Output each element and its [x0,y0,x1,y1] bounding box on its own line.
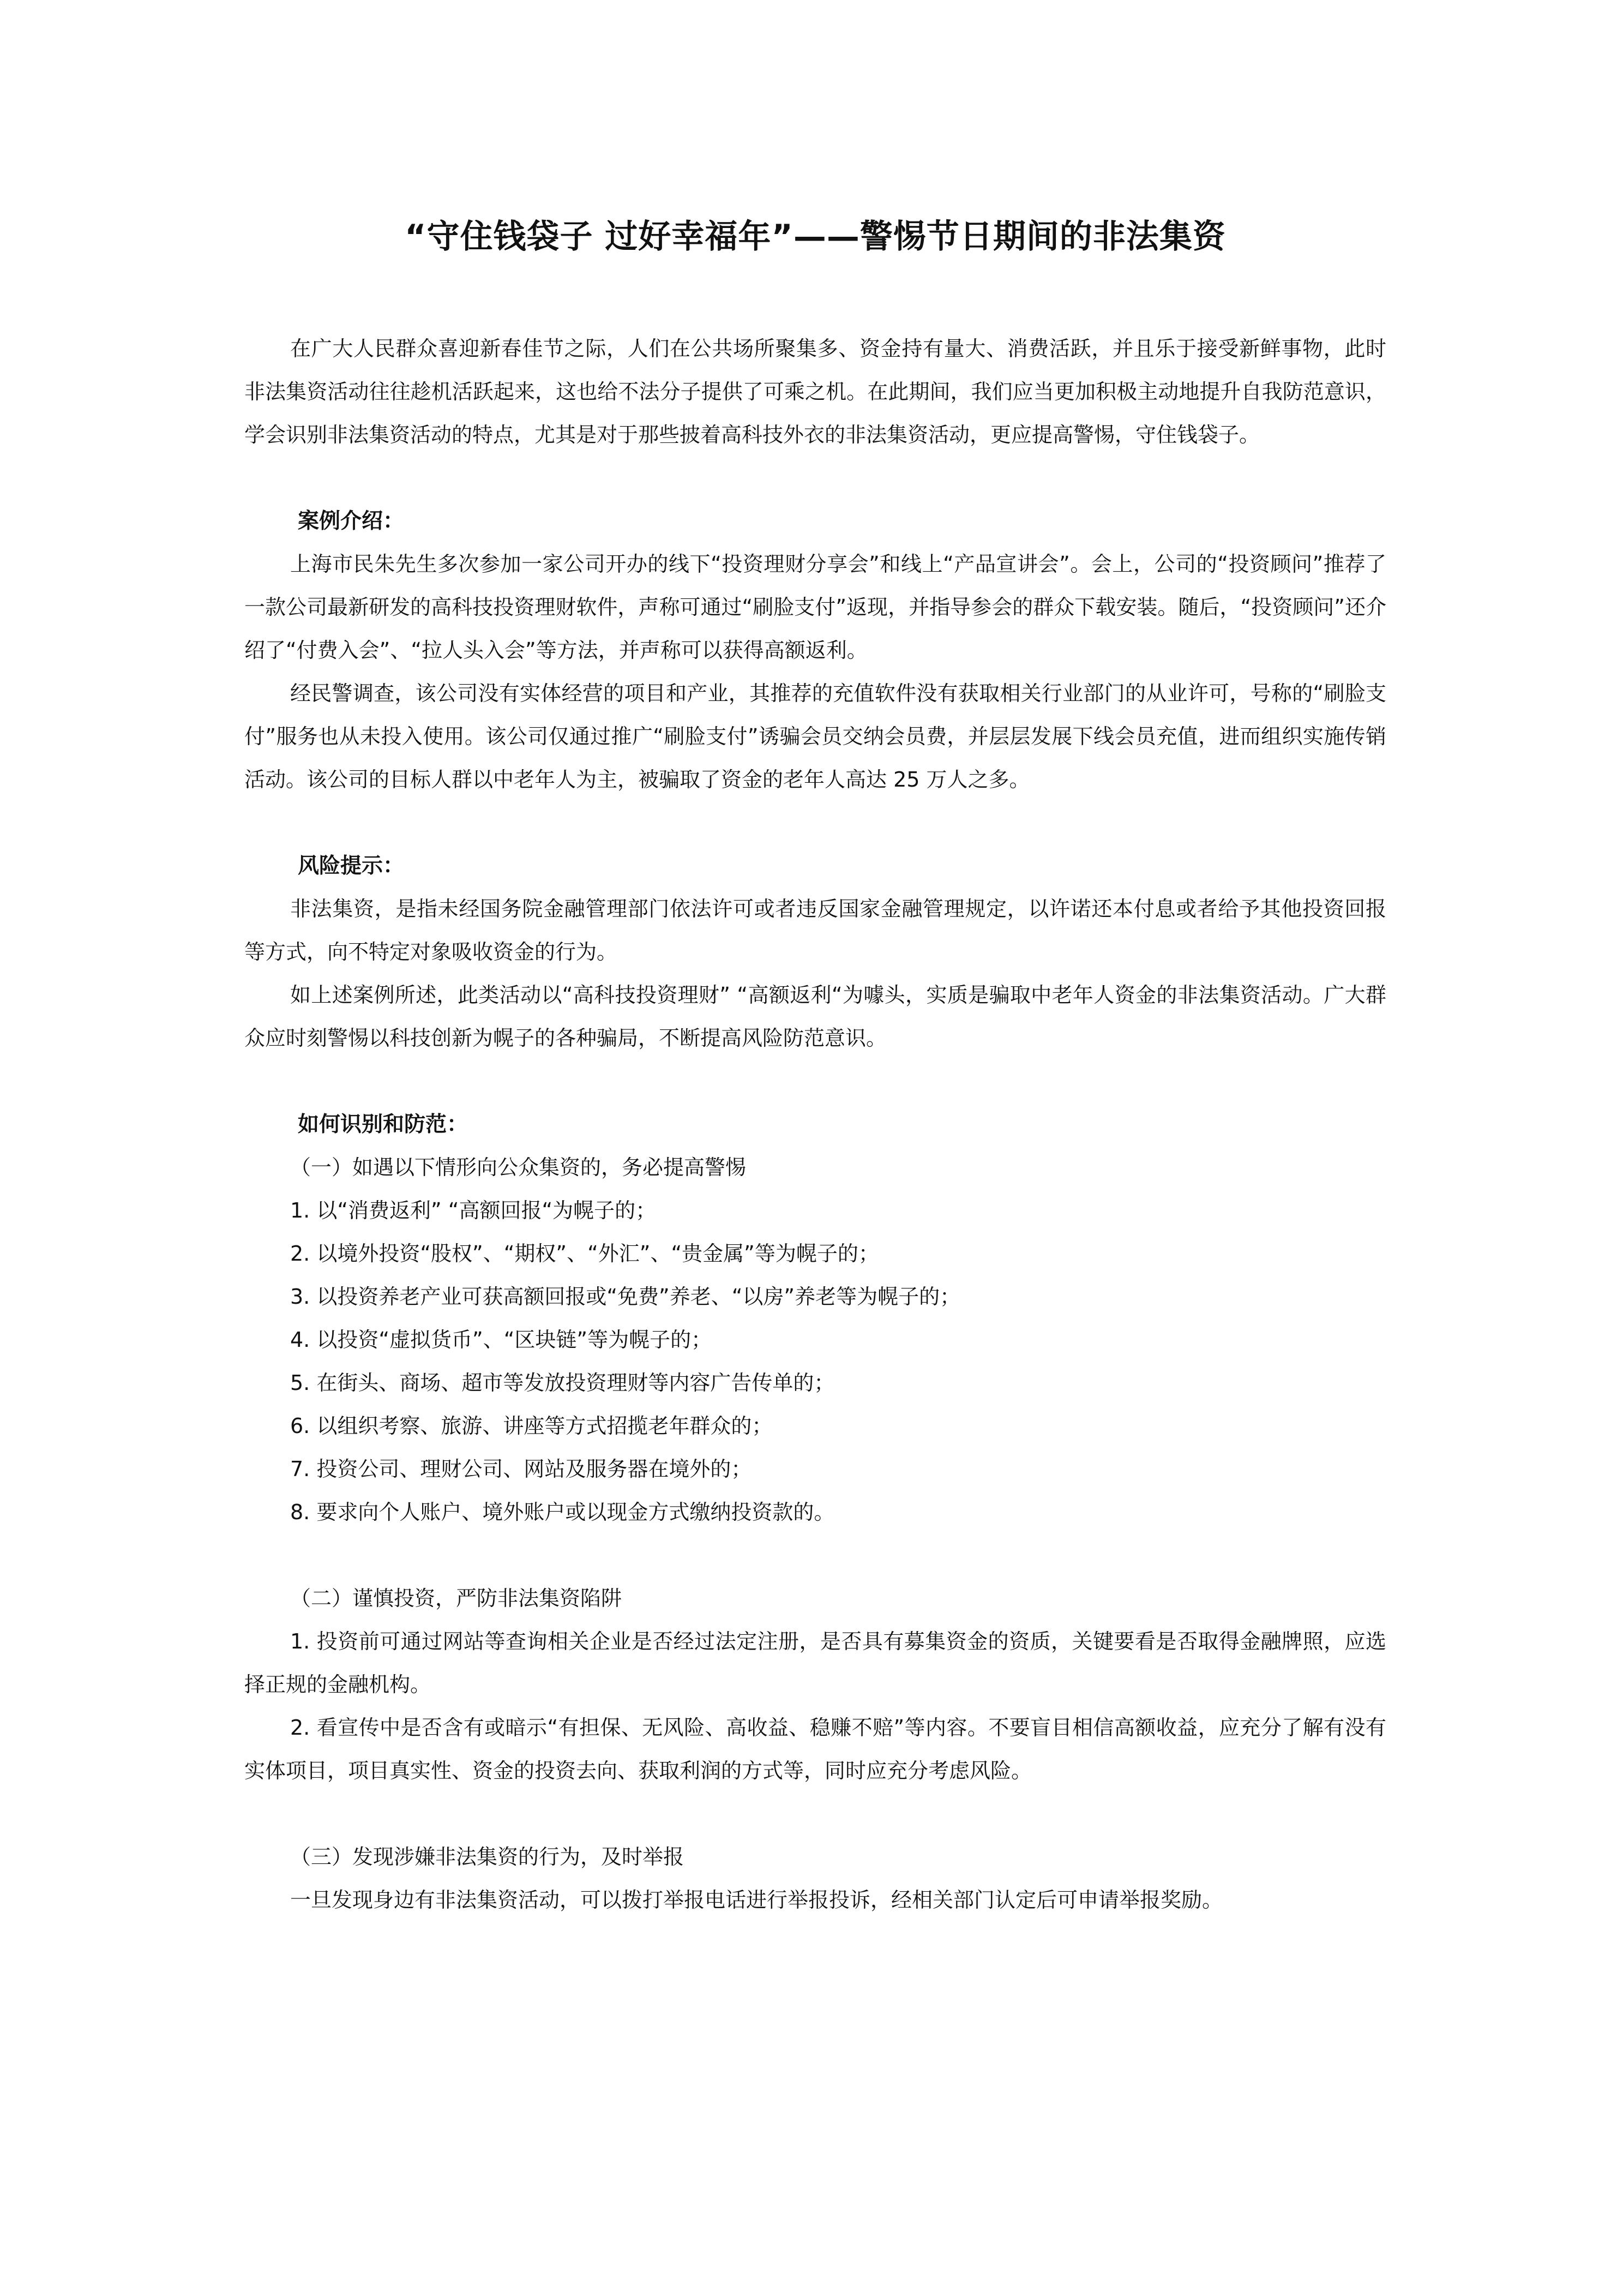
case-paragraph: 上海市民朱先生多次参加一家公司开办的线下“投资理财分享会”和线上“产品宣讲会”。会上，公司的“投资顾问”推荐了一款公司最新研发的高科技投资理财软件，声称可通过“刷脸支付”返现，并指导参会的群众下载安装。随后，“投资顾问”还介绍了“付费入会”、“拉人头入会”等方法，并声称可以获得高额返利。 [244,552,1386,662]
list-item: 1. 以“消费返利” “高额回报“为幌子的； [290,1198,657,1222]
section-gap [244,801,1386,844]
risk-paragraph: 如上述案例所述，此类活动以“高科技投资理财” “高额返利“为噱头，实质是骗取中老年人资金的非法集资活动。广大群众应时刻警惕以科技创新为幌子的各种骗局，不断提高风险防范意识。 [244,983,1386,1050]
intro-paragraph: 在广大人民群众喜迎新春佳节之际，人们在公共场所聚集多、资金持有量大、消费活跃，并且乐于接受新鲜事物，此时非法集资活动往往趁机活跃起来，这也给不法分子提供了可乘之机。在此期间，我们应当更加积极主动地提升自我防范意识，学会识别非法集资活动的特点，尤其是对于那些披着高科技外衣的非法集资活动，更应提高警惕，守住钱袋子。 [244,337,1386,447]
list-item: 8. 要求向个人账户、境外账户或以现金方式缴纳投资款的。 [290,1500,835,1524]
part3-paragraph: 一旦发现身边有非法集资活动，可以拨打举报电话进行举报投诉，经相关部门认定后可申请举报奖励。 [290,1888,1223,1912]
list-item: 7. 投资公司、理财公司、网站及服务器在境外的； [290,1457,752,1481]
howto-section [244,1103,1386,1922]
part2-paragraph: 1. 投资前可通过网站等查询相关企业是否经过法定注册，是否具有募集资金的资质，关键要看是否取得金融牌照，应选择正规的金融机构。 [244,1629,1386,1696]
document-page [244,213,1386,1922]
list-item: 5. 在街头、商场、超市等发放投资理财等内容广告传单的； [290,1371,835,1395]
document-title: “守住钱袋子 过好幸福年”——警惕节日期间的非法集资 [405,218,1226,256]
risk-heading: 风险提示： [298,854,405,878]
part1-title: （一）如遇以下情形向公众集资的，务必提高警惕 [290,1155,747,1179]
list-item: 4. 以投资“虚拟货币”、“区块链”等为幌子的； [290,1328,712,1352]
section-gap [244,1060,1386,1103]
risk-section [244,844,1386,1060]
case-heading: 案例介绍： [298,509,405,533]
case-section [244,500,1386,801]
part3-title: （三）发现涉嫌非法集资的行为，及时举报 [290,1845,684,1869]
section-gap [244,1534,1386,1577]
part2-paragraph: 2. 看宣传中是否含有或暗示“有担保、无风险、高收益、稳赚不赔”等内容。不要盲目相信高额收益，应充分了解有没有实体项目，项目真实性、资金的投资去向、获取利润的方式等，同时应充分考虑风险。 [244,1716,1386,1783]
section-gap [244,1793,1386,1836]
risk-paragraph: 非法集资，是指未经国务院金融管理部门依法许可或者违反国家金融管理规定，以许诺还本付息或者给予其他投资回报等方式，向不特定对象吸收资金的行为。 [244,897,1386,964]
case-paragraph: 经民警调查，该公司没有实体经营的项目和产业，其推荐的充值软件没有获取相关行业部门的从业许可，号称的“刷脸支付”服务也从未投入使用。该公司仅通过推广“刷脸支付”诱骗会员交纳会员费，并层层发展下线会员充值，进而组织实施传销活动。该公司的目标人群以中老年人为主，被骗取了资金的老年人高达 25 万人之多。 [244,681,1386,792]
list-item: 3. 以投资养老产业可获高额回报或“免费”养老、“以房”养老等为幌子的； [290,1285,961,1309]
list-item: 2. 以境外投资“股权”、“期权”、“外汇”、“贵金属”等为幌子的； [290,1242,879,1266]
section-gap [244,457,1386,500]
part2-title: （二）谨慎投资，严防非法集资陷阱 [290,1586,622,1610]
howto-heading: 如何识别和防范： [298,1112,468,1137]
list-item: 6. 以组织考察、旅游、讲座等方式招揽老年群众的； [290,1414,773,1438]
